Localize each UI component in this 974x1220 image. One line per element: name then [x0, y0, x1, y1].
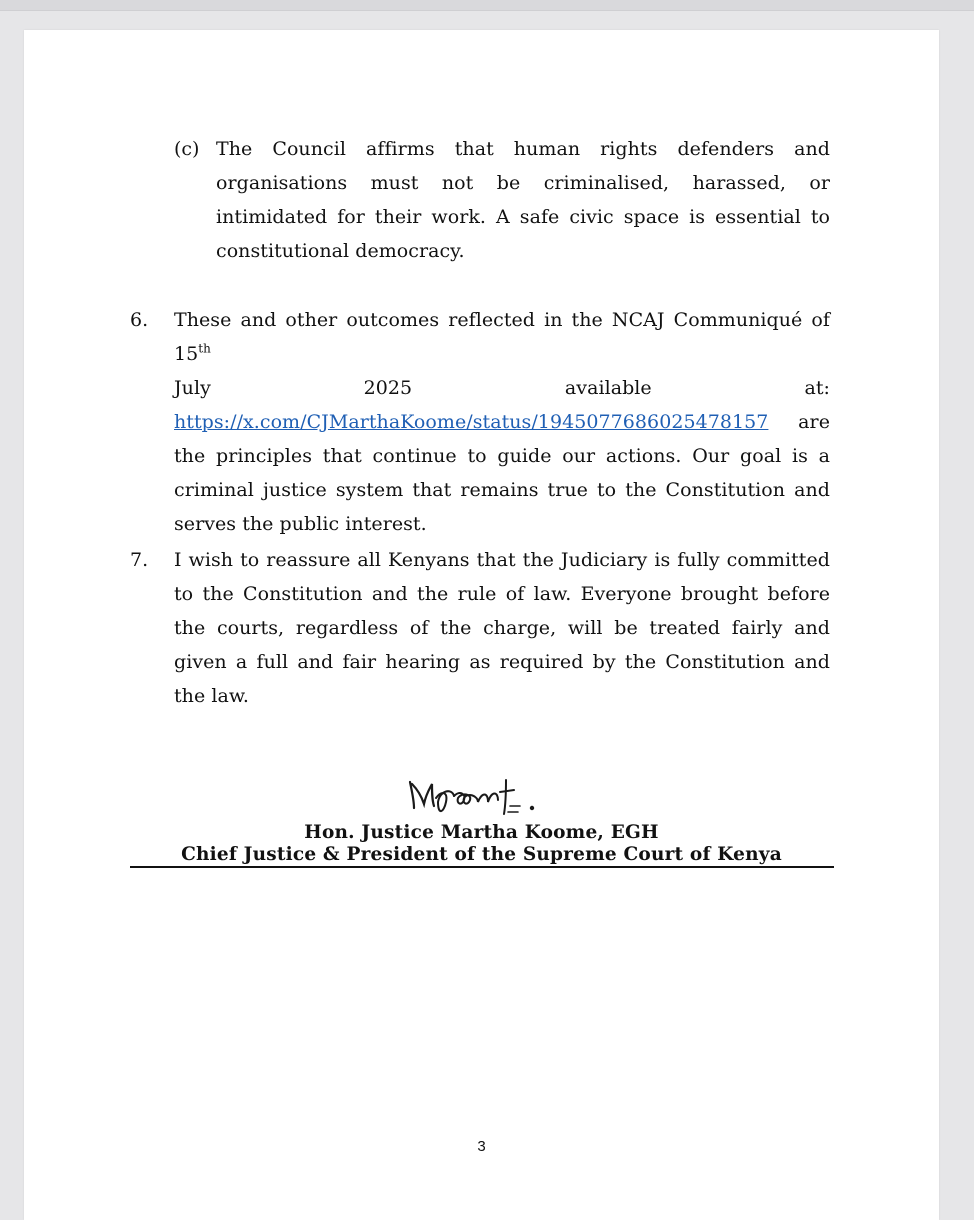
item-6-number: 6. [130, 309, 149, 331]
item-6-line2: July 2025 available at: [174, 377, 830, 399]
handwritten-signature [402, 772, 582, 822]
item-c-marker: (c) [174, 138, 200, 160]
document-page [24, 30, 939, 1220]
item-6-text [174, 303, 830, 541]
item-6-rest: https://x.com/CJMarthaKoome/status/1945077686025478157 are the principles that continue to guide our actions. Our goal is a criminal justice system that remains true to the Constitution and serves the public interest. [174, 411, 830, 535]
item-7-number: 7. [130, 549, 149, 571]
item-c-text: The Council affirms that human rights defenders and organisations must not be criminalised, harassed, or intimidated for their work. A safe civic space is essential to constitutional democracy. [216, 138, 830, 262]
item-6-line1: These and other outcomes reflected in the NCAJ Communiqué of 15th [174, 309, 830, 365]
page-number: 3 [477, 1138, 486, 1155]
signature-underline [130, 866, 834, 868]
communique-link[interactable]: https://x.com/CJMarthaKoome/status/1945077686025478157 [174, 411, 769, 433]
signatory-title: Chief Justice & President of the Supreme Court of Kenya [181, 844, 782, 865]
signatory-name: Hon. Justice Martha Koome, EGH [304, 822, 659, 843]
viewer-top-bar [0, 0, 974, 11]
item-7-text: I wish to reassure all Kenyans that the Judiciary is fully committed to the Constitution and the rule of law. Everyone brought before the courts, regardless of the charge, will be treated fairly and given a full and fair hearing as required by the Constitution and the law. [174, 549, 830, 707]
